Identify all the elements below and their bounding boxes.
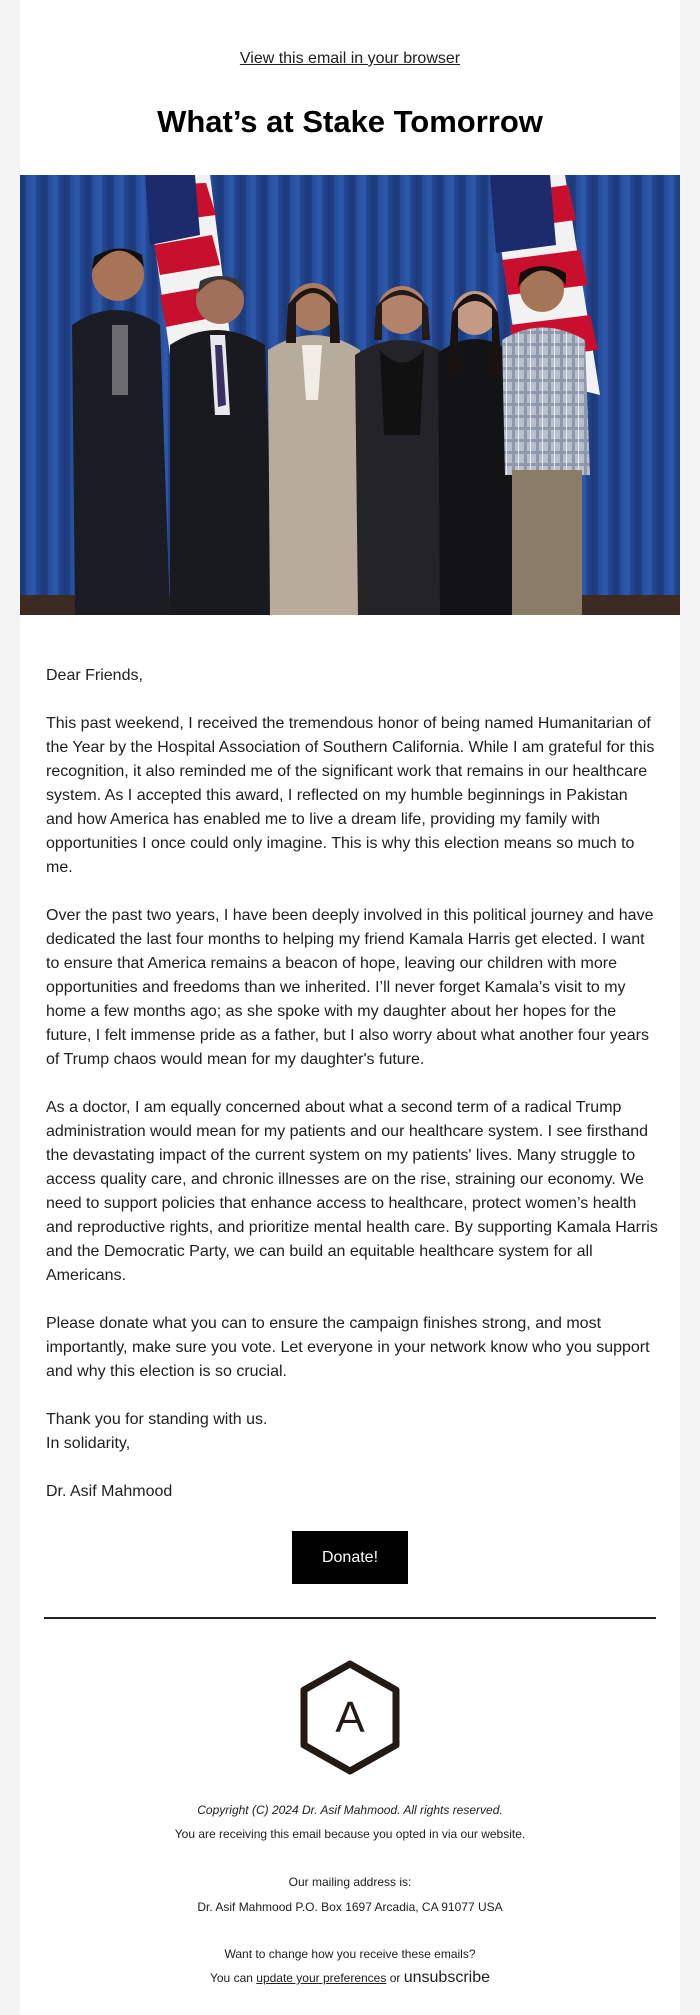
letter-body: [46, 664, 658, 1528]
copyright-text: Copyright (C) 2024 Dr. Asif Mahmood. All rights reserved.: [197, 1803, 503, 1817]
closing-line: In solidarity,: [46, 1435, 131, 1452]
view-in-browser-link[interactable]: View this email in your browser: [239, 50, 461, 67]
thanks-line: Thank you for standing with us.: [46, 1411, 268, 1428]
update-preferences-link[interactable]: update your preferences: [256, 1971, 387, 1985]
signature: Dr. Asif Mahmood: [46, 1483, 173, 1500]
greeting: Dear Friends,: [46, 667, 143, 684]
paragraph-2: Over the past two years, I have been deeply involved in this political journey and have dedicated the last four months to helping my friend Kamala Harris get elected. I want to ensure that America remains a beacon of hope, leaving our children with more opportunities and freedoms than we inherited. I’ll never forget Kamala’s visit to my home a few months ago; as she spoke with my daughter about her hopes for the future, I felt immense pride as a father, but I also worry about what another four years of Trump chaos would mean for my daughter's future.: [46, 907, 654, 1068]
hexagon-logo-icon: [298, 1660, 402, 1775]
divider: [44, 1617, 656, 1619]
opt-in-reason: You are receiving this email because you opted in via our website.: [174, 1827, 526, 1841]
unsubscribe-link[interactable]: unsubscribe: [403, 1969, 490, 1986]
preferences-line: You can update your preferences or unsubscribe: [209, 1969, 490, 1986]
change-prompt: Want to change how you receive these emails?: [224, 1947, 476, 1961]
page-title: What’s at Stake Tomorrow: [157, 104, 543, 139]
mailing-address: Dr. Asif Mahmood P.O. Box 1697 Arcadia, CA 91077 USA: [197, 1900, 503, 1914]
email-container: [20, 0, 680, 2015]
logo-letter: A: [335, 1693, 365, 1742]
donate-button[interactable]: Donate!: [292, 1531, 408, 1584]
mailing-label: Our mailing address is:: [288, 1875, 412, 1889]
paragraph-3: As a doctor, I am equally concerned about what a second term of a radical Trump administration would mean for my patients and our healthcare system. I see firsthand the devastating impact of the current system on my patients' lives. Many struggle to access quality care, and chronic illnesses are on the rise, straining our economy. We need to support policies that enhance access to healthcare, protect women’s health and reproductive rights, and prioritize mental health care. By supporting Kamala Harris and the Democratic Party, we can build an equitable healthcare system for all Americans.: [46, 1099, 658, 1284]
hero-photo: [20, 175, 680, 615]
paragraph-4: Please donate what you can to ensure the campaign finishes strong, and most importantly, make sure you vote. Let everyone in your network know who you support and why this election is so crucial.: [46, 1315, 650, 1380]
paragraph-1: This past weekend, I received the tremendous honor of being named Humanitarian of the Year by the Hospital Association of Southern California. While I am grateful for this recognition, it also reminded me of the significant work that remains in our healthcare system. As I accepted this award, I reflected on my humble beginnings in Pakistan and how America has enabled me to live a dream life, providing my family with opportunities I once could only imagine. This is why this election means so much to me.: [46, 715, 655, 876]
